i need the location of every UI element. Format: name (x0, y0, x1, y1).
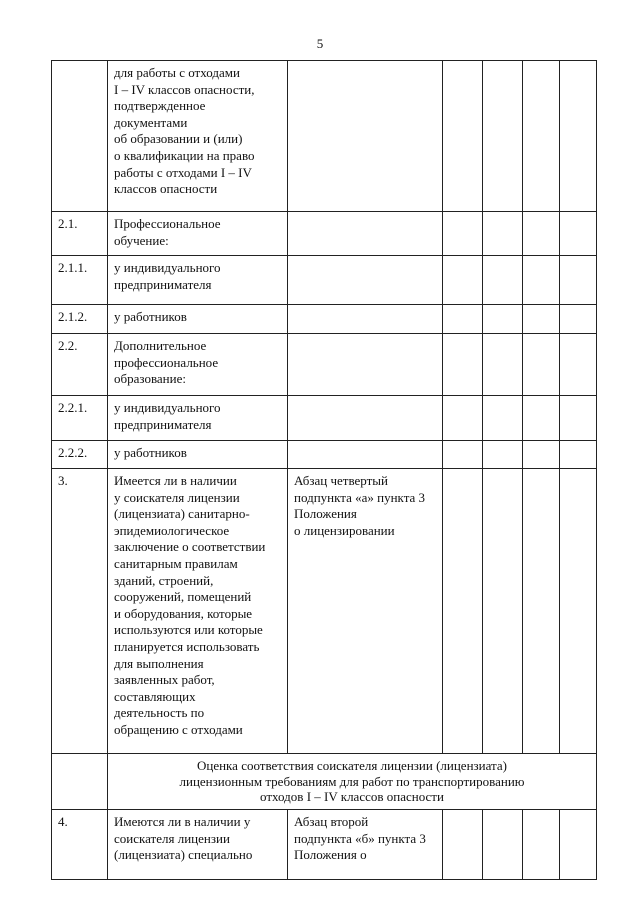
text-line: заявленных работ, (114, 672, 215, 688)
text-line: для работы с отходами (114, 65, 240, 80)
table-row (52, 256, 597, 305)
text-line: Положения (294, 506, 357, 522)
empty-check-cell (443, 469, 483, 754)
legal-reference-cell (288, 334, 443, 396)
text-line: составляющих (114, 688, 196, 704)
text-line: и оборудования, которые (114, 605, 253, 621)
empty-check-cell (483, 469, 523, 754)
requirements-table (51, 60, 597, 880)
text-line: у индивидуального (114, 260, 221, 275)
requirement-cell (108, 212, 288, 256)
requirement-cell (108, 441, 288, 469)
text-line: предпринимателя (114, 416, 212, 432)
empty-check-cell (483, 61, 523, 212)
table-row (52, 212, 597, 256)
requirement-cell (108, 256, 288, 305)
row-number-cell: 3. (52, 469, 108, 754)
legal-reference-cell (288, 212, 443, 256)
text-line: (лицензиата) специально (114, 847, 253, 863)
text-line: Имеется ли в наличии (114, 473, 237, 488)
row-number-cell (52, 61, 108, 212)
empty-check-cell (523, 441, 560, 469)
legal-reference-cell (288, 441, 443, 469)
row-number-cell: 2.2.1. (52, 396, 108, 441)
table-row (52, 305, 597, 334)
empty-check-cell (523, 305, 560, 334)
requirement-cell (108, 396, 288, 441)
text-line: классов опасности (114, 181, 218, 197)
empty-check-cell (523, 256, 560, 305)
page-number: 5 (316, 36, 324, 51)
requirement-cell (108, 469, 288, 754)
requirement-cell (108, 810, 288, 880)
empty-check-cell (443, 396, 483, 441)
empty-check-cell (483, 441, 523, 469)
table-body (52, 61, 597, 880)
text-line: деятельность по (114, 705, 205, 721)
empty-check-cell (483, 396, 523, 441)
empty-check-cell (560, 61, 597, 212)
empty-check-cell (483, 256, 523, 305)
text-line: соискателя лицензии (114, 830, 230, 846)
requirement-cell (108, 305, 288, 334)
empty-check-cell (560, 469, 597, 754)
row-number-cell: 2.1.1. (52, 256, 108, 305)
empty-check-cell (560, 810, 597, 880)
text-line: Оценка соответствия соискателя лицензии (лицензиата) (196, 758, 507, 773)
empty-check-cell (560, 305, 597, 334)
table-row (52, 441, 597, 469)
requirement-cell (108, 61, 288, 212)
empty-check-cell (443, 334, 483, 396)
empty-check-cell (443, 441, 483, 469)
empty-check-cell (443, 810, 483, 880)
legal-reference-cell (288, 61, 443, 212)
text-line: у соискателя лицензии (114, 489, 240, 505)
empty-check-cell (523, 810, 560, 880)
empty-check-cell (443, 61, 483, 212)
text-line: (лицензиата) санитарно- (114, 506, 250, 522)
empty-check-cell (523, 212, 560, 256)
text-line: Дополнительное (114, 338, 207, 353)
empty-check-cell (443, 212, 483, 256)
empty-check-cell (560, 441, 597, 469)
table-row (52, 810, 597, 880)
text-line: о квалификации на право (114, 147, 255, 163)
legal-reference-cell (288, 256, 443, 305)
text-line: отходов I – IV классов опасности (260, 789, 444, 804)
text-line: Абзац второй (294, 814, 369, 829)
empty-check-cell (523, 334, 560, 396)
section-heading (108, 754, 597, 810)
text-line: подпункта «а» пункта 3 (294, 489, 426, 505)
text-line: профессиональное (114, 354, 219, 370)
empty-check-cell (483, 305, 523, 334)
text-line: подпункта «б» пункта 3 (294, 830, 426, 846)
empty-check-cell (483, 212, 523, 256)
empty-check-cell (483, 810, 523, 880)
text-line: Положения о (294, 847, 367, 863)
legal-reference-cell (288, 469, 443, 754)
text-line: Абзац четвертый (294, 473, 388, 488)
text-line: эпидемиологическое (114, 522, 230, 538)
text-line: санитарным правилам (114, 555, 238, 571)
text-line: заключение о соответствии (114, 539, 266, 555)
text-line: I – IV классов опасности, (114, 81, 255, 97)
empty-check-cell (560, 334, 597, 396)
legal-reference-cell (288, 305, 443, 334)
text-line: у работников (114, 445, 187, 460)
empty-check-cell (523, 469, 560, 754)
text-line: обучение: (114, 232, 169, 248)
row-number-cell: 4. (52, 810, 108, 880)
text-line: для выполнения (114, 655, 204, 671)
text-line: у работников (114, 309, 187, 324)
text-line: используются или которые (114, 622, 263, 638)
empty-check-cell (483, 334, 523, 396)
text-line: о лицензировании (294, 522, 395, 538)
empty-check-cell (560, 256, 597, 305)
table-row (52, 469, 597, 754)
row-number-cell (52, 754, 108, 810)
text-line: предпринимателя (114, 276, 212, 292)
text-line: лицензионным требованиям для работ по транспортированию (179, 773, 525, 789)
empty-check-cell (560, 396, 597, 441)
text-line: Профессиональное (114, 216, 221, 231)
empty-check-cell (560, 212, 597, 256)
text-line: обращению с отходами (114, 721, 243, 737)
text-line: подтвержденное (114, 98, 206, 114)
row-number-cell: 2.2. (52, 334, 108, 396)
legal-reference-cell (288, 396, 443, 441)
row-number-cell: 2.2.2. (52, 441, 108, 469)
text-line: у индивидуального (114, 400, 221, 415)
text-line: Имеются ли в наличии у (114, 814, 251, 829)
row-number-cell: 2.1. (52, 212, 108, 256)
text-line: зданий, строений, (114, 572, 214, 588)
text-line: документами (114, 114, 188, 130)
requirement-cell (108, 334, 288, 396)
text-line: планируется использовать (114, 638, 260, 654)
legal-reference-cell (288, 810, 443, 880)
table-row (52, 396, 597, 441)
text-line: образование: (114, 371, 186, 387)
table-row (52, 61, 597, 212)
table-row (52, 334, 597, 396)
empty-check-cell (443, 305, 483, 334)
empty-check-cell (443, 256, 483, 305)
text-line: сооружений, помещений (114, 589, 252, 605)
text-line: об образовании и (или) (114, 131, 243, 147)
text-line: работы с отходами I – IV (114, 164, 252, 180)
section-heading-row (52, 754, 597, 810)
row-number-cell: 2.1.2. (52, 305, 108, 334)
empty-check-cell (523, 396, 560, 441)
empty-check-cell (523, 61, 560, 212)
